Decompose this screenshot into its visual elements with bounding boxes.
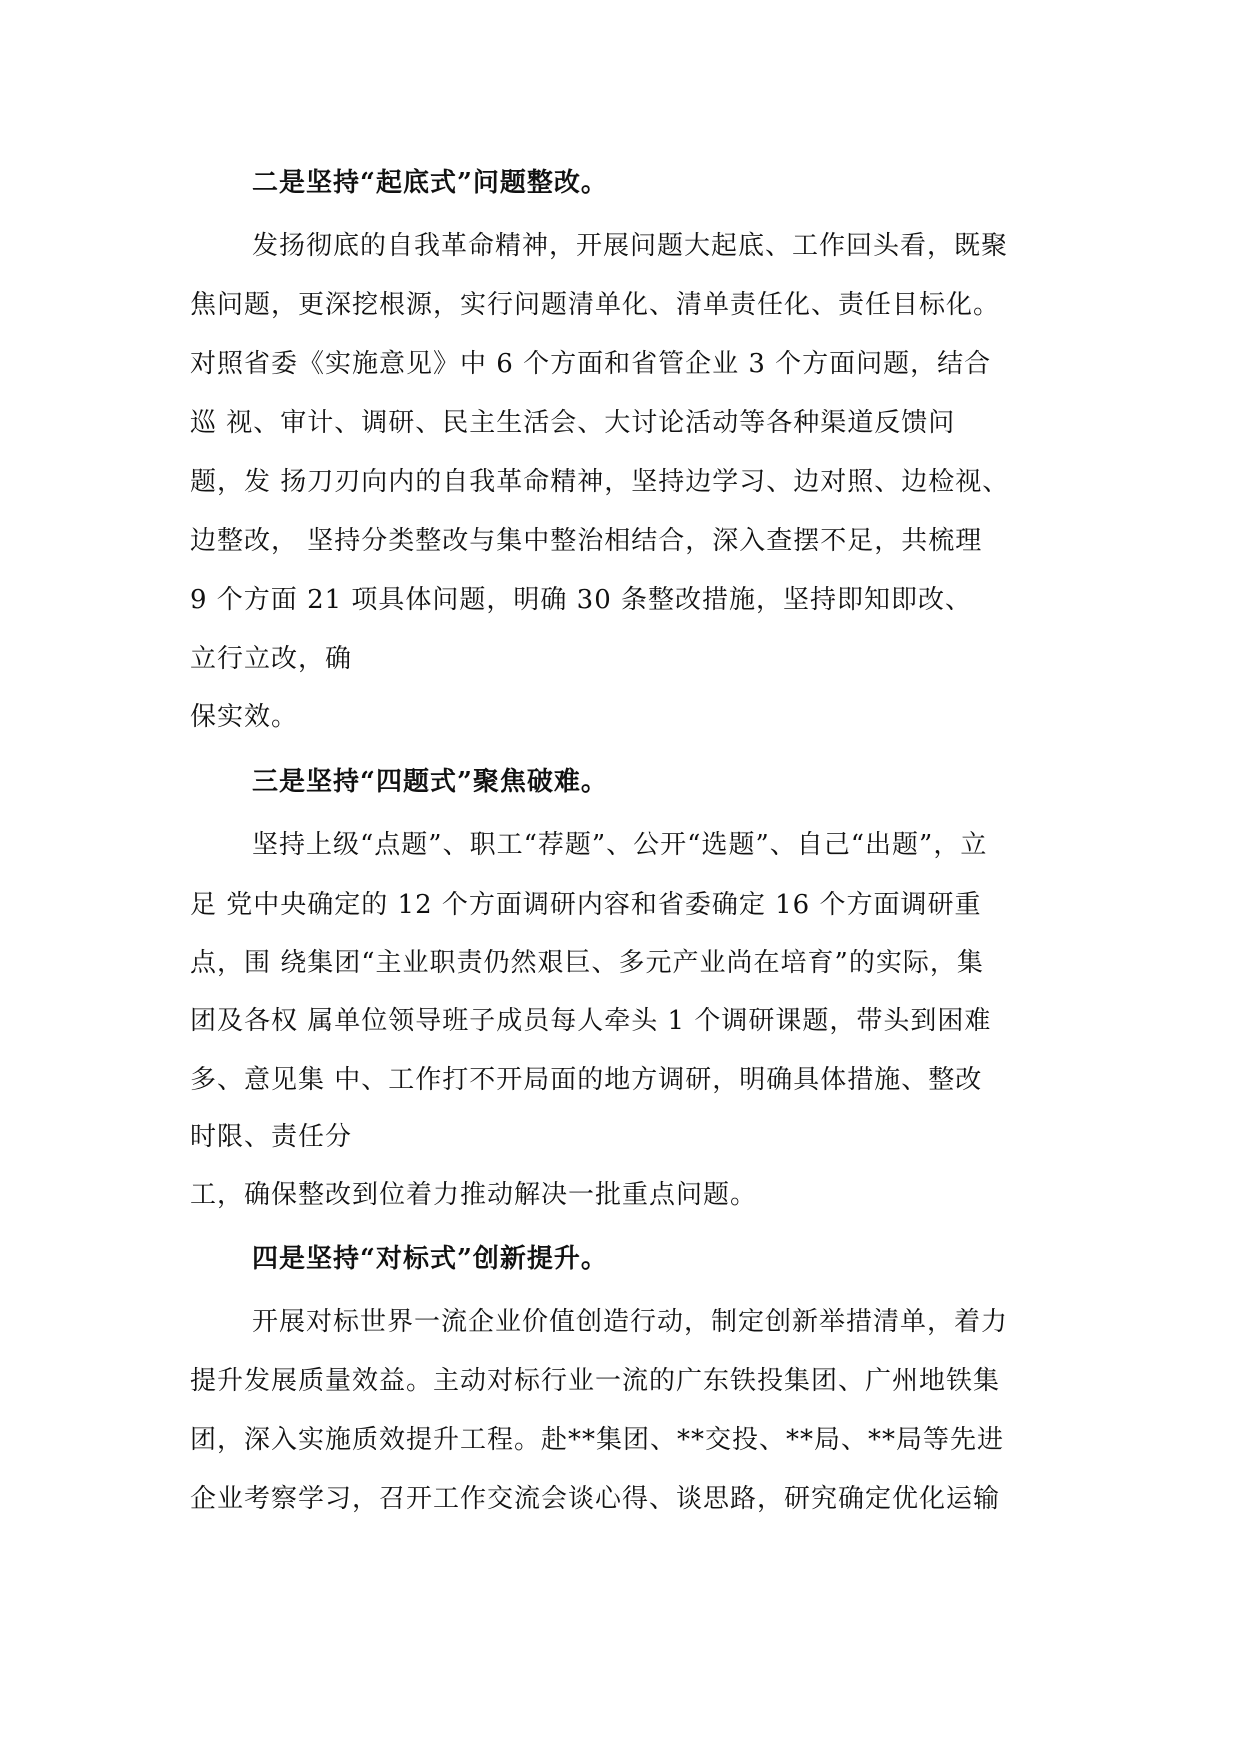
paragraph-line: 巡 视、审计、调研、民主生活会、大讨论活动等各种渠道反馈问: [190, 408, 956, 438]
paragraph-line: 多、意见集 中、工作打不开局面的地方调研，明确具体措施、整改: [190, 1065, 983, 1095]
paragraph-line: 团及各权 属单位领导班子成员每人牵头 1 个调研课题，带头到困难: [190, 1006, 992, 1036]
paragraph-line: 题，发 扬刀刃向内的自我革命精神，坚持边学习、边对照、边检视、: [190, 467, 1010, 497]
paragraph-line: 足 党中央确定的 12 个方面调研内容和省委确定 16 个方面调研重: [190, 890, 982, 920]
paragraph-line: 立行立改，确: [190, 644, 353, 674]
paragraph-line: 发扬彻底的自我革命精神，开展问题大起底、工作回头看，既聚: [252, 231, 1009, 261]
paragraph-line: 提升发展质量效益。主动对标行业一流的广东铁投集团、广州地铁集: [190, 1366, 1001, 1396]
paragraph-line: 焦问题，更深挖根源，实行问题清单化、清单责任化、责任目标化。: [190, 290, 1001, 320]
paragraph-line: 对照省委《实施意见》中 6 个方面和省管企业 3 个方面问题，结合: [190, 349, 992, 379]
section-heading: 二是坚持“起底式”问题整改。: [252, 168, 608, 198]
paragraph-line: 工，确保整改到位着力推动解决一批重点问题。: [190, 1180, 758, 1210]
paragraph-line: 边整改， 坚持分类整改与集中整治相结合，深入查摆不足，共梳理: [190, 526, 983, 556]
paragraph-line: 9 个方面 21 项具体问题，明确 30 条整改措施，坚持即知即改、: [190, 585, 973, 615]
paragraph-line: 团，深入实施质效提升工程。赴**集团、**交投、**局、**局等先进: [190, 1425, 1005, 1455]
paragraph-line: 开展对标世界一流企业价值创造行动，制定创新举措清单，着力: [252, 1307, 1009, 1337]
paragraph-line: 保实效。: [190, 702, 299, 732]
section-heading: 四是坚持“对标式”创新提升。: [252, 1244, 608, 1274]
section-heading: 三是坚持“四题式”聚焦破难。: [252, 767, 608, 797]
paragraph-line: 时限、责任分: [190, 1122, 353, 1152]
paragraph-line: 坚持上级“点题”、职工“荐题”、公开“选题”、自己“出题”，立: [252, 830, 988, 860]
paragraph-line: 企业考察学习，召开工作交流会谈心得、谈思路，研究确定优化运输: [190, 1484, 1001, 1514]
paragraph-line: 点，围 绕集团“主业职责仍然艰巨、多元产业尚在培育”的实际，集: [190, 948, 984, 978]
